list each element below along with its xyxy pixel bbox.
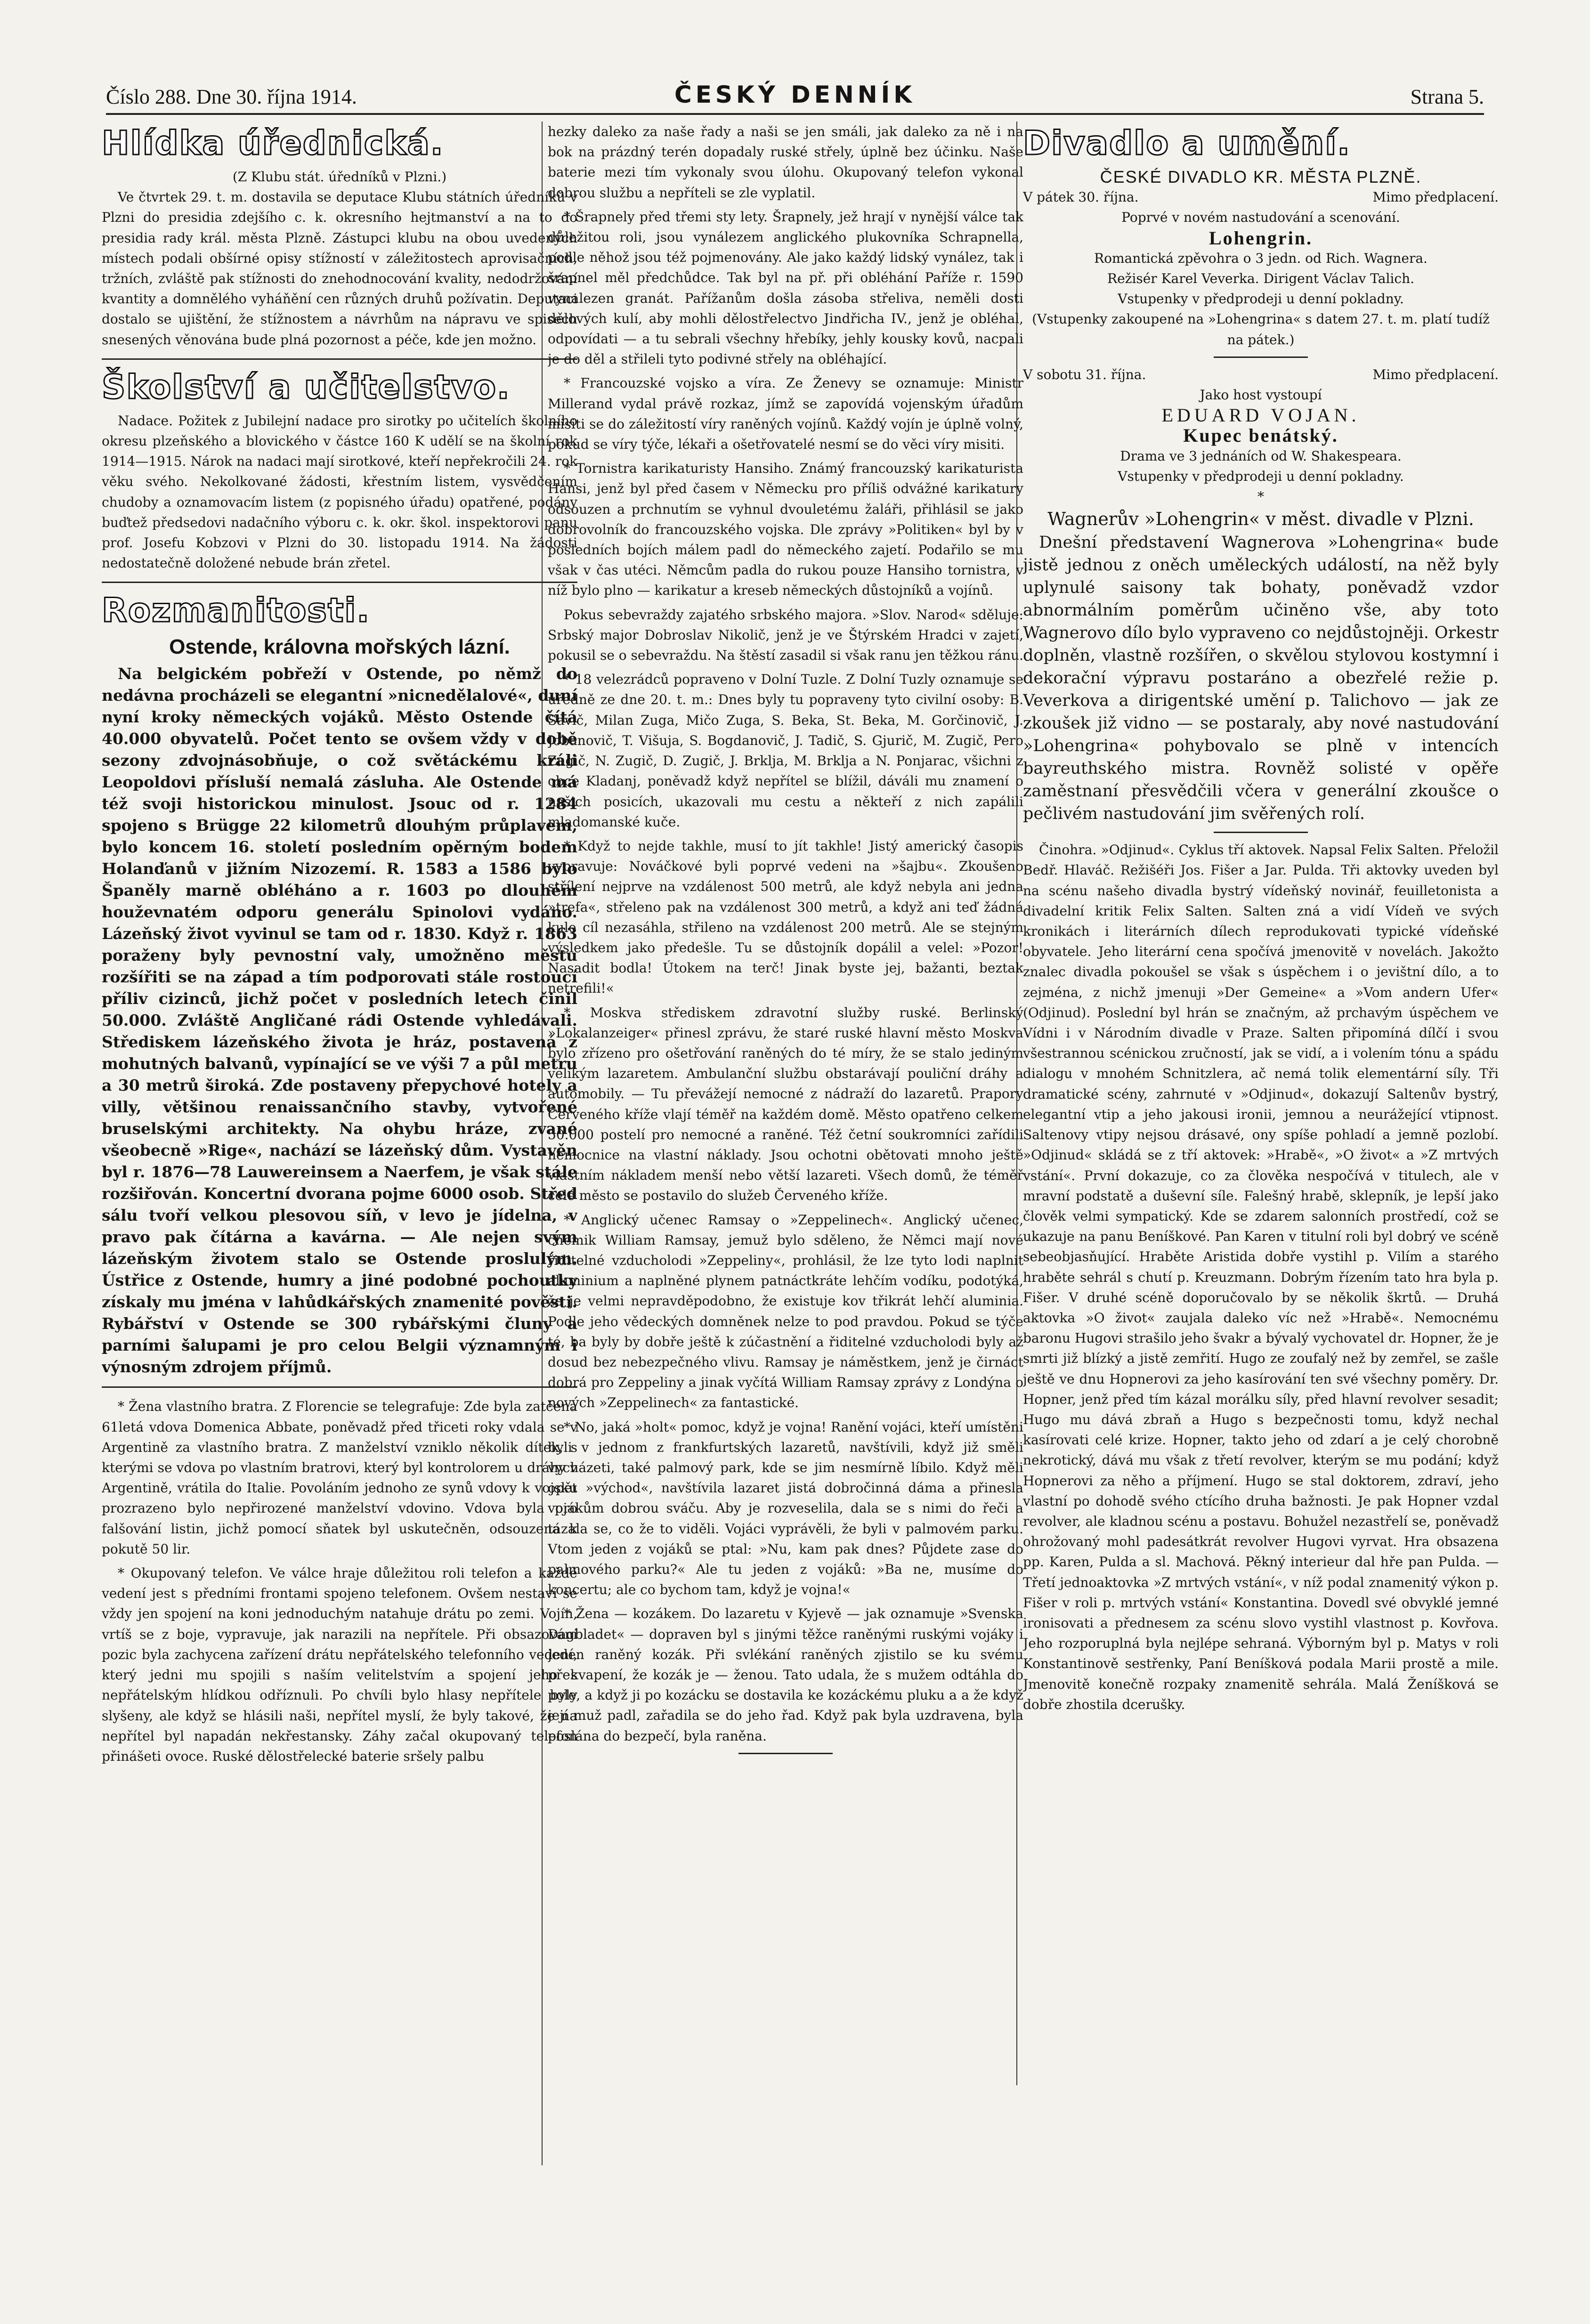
- theater-name: ČESKÉ DIVADLO KR. MĚSTA PLZNĚ.: [1100, 167, 1422, 186]
- column-2: [548, 121, 1023, 2076]
- program-line: Vstupenky v předprodeji u denní pokladny.: [1118, 468, 1404, 484]
- program-row: [1023, 187, 1499, 207]
- section-title: Rozmanitosti.: [102, 591, 371, 630]
- article-text: * No, jaká »holt« pomoc, když je vojna! Ranění vojáci, kteří umístěni byli v jednom z frankfurtských lazaretů, navštívili, když již směli vycházeti, také palmový park, kde se jim nesmírně líbilo. Když měli opět »východ«, navštívila lazaret jistá dobročinná dáma a přinesla vojákům dobrou sváču. Aby je rozveselila, dala se s nimi do řeči a tázala se, co že to viděli. Vojáci vyprávěli, že byli v palmovém parku. Vtom jeden z vojáků se ptal: »Nu, kam pak dnes? Půjdete zase do palmového parku?« Ale tu jeden z vojáků: »Ba ne, musíme do koncertu; ale co bychom tam, když je vojna!«: [548, 1419, 1023, 1598]
- header-rule: [106, 113, 1484, 115]
- program-line: (Vstupenky zakoupené na »Lohengrina« s datem 27. t. m. platí tudíž na pátek.): [1032, 311, 1490, 348]
- divider: [102, 1386, 577, 1388]
- article-text: Dnešní představení Wagnerova »Lohengrina« bude jistě jednou z oněch uměleckých událostí, na něž byly uplynulé saisony tak bohaty, poněvadž vzdor abnormálním poměrům učiněno vše, aby toto Wagnerovo dílo bylo vypraveno co nejdůstojněji. Orkestr doplněn, vlastně rozšířen, o skvělou stylovou kostymní i dekorační výpravu postaráno a obezřelé režie p. Veverkova a dirigentské umění p. Talichovo — jak ze zkoušek již vidno — se postaraly, aby nové nastudování »Lohengrina« pohybovalo se plně v intencích bayreuthského mistra. Rovněž solisté v opěře zaměstnaní přesvědčili včera v generální zkoušce o pečlivém nastudování jim svěřených rolí.: [1023, 533, 1499, 824]
- masthead: ČESKÝ DENNÍK: [674, 81, 916, 108]
- program-note: Mimo předplacení.: [1372, 366, 1499, 382]
- program-note: Poprvé v novém nastudování a scenování.: [1121, 210, 1400, 226]
- guest-name: EDUARD VOJAN.: [1161, 405, 1360, 426]
- article-text: Ve čtvrtek 29. t. m. dostavila se deputace Klubu státních úředníků v Plzni do presidia zdejšího c. k. okresního hejtmanství a na to do presidia rady král. města Plzně. Zástupci klubu na obou uvedených místech podali obšírné opisy stížností v záležitostech aprovisačních, tržních, zvláště pak stížnosti do znehodnocování kvality, nedodržování kvantity a domnělého vyháňění cen různých druhů požívatin. Deputaci dostalo se ujištění, že stížnostem a návrhům na nápravu ve spisech snesených věnována bude plná pozornost a péče, kde jen možno.: [102, 189, 577, 348]
- divider: [1214, 832, 1308, 833]
- page-header: [106, 80, 1484, 113]
- article-text: * Tornistra karikaturisty Hansiho. Známý francouzský karikaturista Hansi, jenž byl před časem v Německu pro příliš odvážné karikatury odsouzen a prchnutím se vyhnul dvouletému žaláři, přihlásil se jako dobrovolník do francouzského vojska. Dle zprávy »Politiken« byl by v posledních bojích málem padl do německého zajetí. Podařilo se mu však v čas utéci. Němcům padla do rukou pouze Hansiho tornistra, v níž bylo plno — karikatur a kreseb německých důstojníků a vojínů.: [548, 461, 1023, 599]
- article-text: * Žena vlastního bratra. Z Florencie se telegrafuje: Zde byla zatčena 61letá vdova Domenica Abbate, poněvadž před třiceti roky vdala se v Argentině za vlastního bratra. Z manželství vzniklo několik dítek, s kterými se vdova po vlastním bratrovi, který byl kontrolorem u dráhy v Argentině, vrátila do Italie. Povoláním jednoho ze synů vdovy k vojsku prozrazeno bylo nepřirozené manželství vdovino. Vdova byla pro falšování listin, jichž pomocí sňatek byl uskutečněn, odsouzena k pokutě 50 lir.: [102, 1399, 577, 1557]
- program-line: Drama ve 3 jednáních od W. Shakespeara.: [1120, 448, 1402, 464]
- play-title: Kupec benátský.: [1183, 425, 1339, 446]
- column-1: [102, 121, 577, 2179]
- program-note: Jako host vystoupí: [1200, 387, 1322, 403]
- article-text: * Anglický učenec Ramsay o »Zeppelinech«. Anglický učenec, chemik William Ramsay, jemuž bylo sděleno, že Němci mají nové řiditelné vzducholodi »Zeppeliny«, prohlásil, že lze tyto lodi naplnit aluminium a naplněné plynem patnáctkráte lehčím vodíku, podotýká, že je velmi nepravděpodobno, že existuje kov třikrát lehčí aluminia. Podle jeho vědeckých domněnek nelze to pod pravdou. Pokud se týče té, ba byly by dobře ještě k zúčastnění a řiditelné vzducholodi byly až dosud bez nebezpečného vlivu. Ramsay je náměstkem, jenž je čirnáct dobrá pro Zeppeliny a jinak vyčítá William Ramsay zprávy z Londýna o nových »Zeppelinech« za fantastické.: [548, 1212, 1023, 1411]
- divider: [102, 358, 577, 360]
- article-text: * Francouzské vojsko a víra. Ze Ženevy se oznamuje: Ministr Millerand vydal právě rozkaz, jímž se zapovídá vojenským úřadům misiti se do záležitostí víry raněných vojínů. Každý vojín je úplně volný, pokud se víry týče, lékaři a ošetřovatelé nesmí se do věci víry misiti.: [548, 375, 1023, 453]
- program-line: Vstupenky v předprodeji u denní pokladny.: [1118, 291, 1404, 307]
- page-number: Strana 5.: [1410, 85, 1484, 108]
- program-line: Režisér Karel Veverka. Dirigent Václav Talich.: [1107, 271, 1414, 287]
- divider: [1214, 356, 1308, 358]
- article-text: * Šrapnely před třemi sty lety. Šrapnely, jež hrají v nynější válce tak důležitou roli, jsou vynálezem anglického plukovníka Schrapnella, podle něhož jsou též pojmenovány. Ale jako každý lidský vynález, tak i šrapnel měl předchůdce. Tak byl na př. při obléhání Paříže r. 1590 vynalezen granát. Pařížanům došla zásoba střeliva, neměli dosti dělových kulí, aby mohli dělostřelectvo Jindřicha IV., jenž je obléhal, odpovídati — a tu sebrali všechny hřebíky, jehly kousky kovů, nacpali je do děl a střileli tyto podivné střely na obléhající.: [548, 209, 1023, 367]
- article-text: Nadace. Požitek z Jubilejní nadace pro sirotky po učitelích školního okresu plzeňského a blovického v částce 160 K udělí se na školní rok 1914—1915. Nárok na nadaci mají sirotkové, kteří nepřekročili 24. rok věku svého. Nekolkované žádosti, křestním listem, vysvědčením chudoby a oznamovacím listem (z popisného úřadu) opatřené, podány buďtež předsedovi nadačního výboru c. k. okr. škol. inspektorovi panu prof. Josefu Kobzovi v Plzni do 30. listopadu 1914. Na žádosti nedostatečně doložené nebude brán zřetel.: [102, 413, 577, 571]
- article-text: * Žena — kozákem. Do lazaretu v Kyjevě — jak oznamuje »Svenska Dagbladet« — dopraven byl s jinými těžce raněnými ruskými vojáky i jeden raněný kozák. Při svlékání raněných zjistilo se ku svému překvapení, že kozák je — ženou. Tato udala, že s mužem odtáhla do pole, a když ji po kozácku se dostavila ke kozáckému pluku a a že když její muž padl, zařadila se do jeho řad. Když pak byla uzdravena, byla poslána do bezpečí, byla raněna.: [548, 1606, 1023, 1744]
- play-title: Lohengrin.: [1209, 227, 1313, 249]
- article-text: * Moskva střediskem zdravotní služby ruské. Berlinský »Lokalanzeiger« přinesl zprávu, že staré ruské hlavní město Moskva bylo zřízeno pro ošetřování raněných do té míry, že se stalo jediným velikým lazaretem. Ambulanční službu obstarávají pouliční dráhy a automobily. — Tu převážejí nemocné z nádraží do lazaretů. Prapory Červeného kříže vlají téměř na každém domě. Město opatřeno celkem 50.000 postelí pro nemocné a raněné. Též četní soukromníci zařídili nemocnice na vlastní náklady. Jsou ochotni obětovati mnoho ještě vlastním nákladem menší nebo větší lazareti. Všech domů, že téměř celé město se postavilo do služeb Červeného kříže.: [548, 1004, 1023, 1204]
- separator-star: *: [1257, 489, 1264, 505]
- program-note: Mimo předplacení.: [1372, 189, 1499, 205]
- issue-info: Číslo 288. Dne 30. října 1914.: [106, 85, 357, 108]
- program-line: Romantická zpěvohra o 3 jedn. od Rich. Wagnera.: [1094, 250, 1428, 266]
- divider: [102, 582, 577, 583]
- program-date: V sobotu 31. října.: [1023, 366, 1146, 382]
- program-date: V pátek 30. října.: [1023, 189, 1139, 205]
- section-title: Divadlo a umění.: [1023, 124, 1351, 162]
- section-title: Školství a učitelstvo.: [102, 367, 511, 406]
- section-subtitle: (Z Klubu stát. úředníků v Plzni.): [232, 169, 447, 185]
- article-text: Činohra. »Odjinud«. Cyklus tří aktovek. Napsal Felix Salten. Přeložil Bedř. Hlaváč. Režišéři Jos. Fišer a Jar. Pulda. Tři aktovky uveden byl na scénu našeho divadla bystrý vídeňský novinář, feuilletonista a divadelní kritik Felix Salten. Salten zná a vidí Vídeň ve svých kronikách i literárních dílech reprodukovati typické vídeňské obyvatele. Jeho literární cena spočívá jmenovitě v novelách. Jakožto znalec divadla pokoušel se však s úspěchem i o jevištní dílo, a to zejména, z nichž jmenuji »Der Gemeine« a »Vom andern Ufer« (Odjinud). Poslední byl hrán se značným, až prchavým úspěchem ve Vídni i v Národním divadle v Praze. Salten připomíná dílčí i svou všestrannou scénickou zručností, jak se vidí, a i volením tónu a spádu dialogu v mnohém Schnitzlera, ač nemá tolik elementární síly. Tři dramatické scény, zahrnuté v »Odjinud«, dokazují Saltenův bystrý, elegantní vtip a jeho jakousi ironii, jemnou a neurážející vtipnost. Saltenovy vtipy nejsou drásavé, ony spíše pohladí a jemně pozlobí. »Odjinud« skládá se z tří aktovek: »Hrabě«, »O život« a »Z mrtvých vstání«. První dokazuje, co za člověka nespočívá v titulech, ale v mravní podstatě a duševní síle. Falešný hrabě, sklepník, je lepší jako člověk velmi sympatický. Kde se zdarem salonních prostředí, což se ukazuje na panu Beníškové. Pan Karen v titulní roli byl dobrý ve scéně sebeobjasňující. Hraběte Aristida dobře vystihl p. Vilím a starého hraběte sehrál s chutí p. Kreuzmann. Dobrým řízením tato hra byla p. Fišer. V druhé scéně doporučovalo by se několik škrtů. — Druhá aktovka »O život« zaujala daleko víc než »Hrabě«. Nemocnému baronu Hugovi strašilo jeho švakr a bývalý vychovatel dr. Hopner, že je smrti již blízký a jistě zemřití. Hugo ze zoufalý než by zemřel, se zašle ještě ve dnu Hopnerovi za jeho kasírování ten své všechny poměry. Dr. Hopner, jenž před tím kázal morálku síly, před hlavní revolver sesadit; Hugo mu dává zbraň a Hugo s bezpečnosti tomu, když nechal kasírovati celé krize. Hopner, takto jeho od zdarí a je celý chorobně nekrotický, dává mu však z třetí revolver, kterým se mu podání; když Hopnerovi za něho a příjmení. Hugo se stal doktorem, zdraví, jeho vlastní po dohodě svého ctícího druha bažnosti. Je pak Hopner vzdal revolver, ale kladnou scénu a postavu. Bohužel nezastřelí se, poněvadž ohrožovaný mohl padesátkrát revolver Hugovi vyrvat. Hra obsazena pp. Karen, Pulda a sl. Machová. Pěkný interieur dal hře pan Pulda. — Třetí jednoaktovka »Z mrtvých vstání«, v níž podal znamenitý výkon p. Fišer v roli p. mrtvých vstání« Konstantina. Dovedl své obvyklé jemné ironisovati a přednesem za scénu slovo vystihl vlastnost p. Kovřova. Jeho rozporuplná byla nejlépe sehraná. Výborným byl p. Matys v roli Konstantinově sestřenky, Paní Beníšková podala Marii prostě a mile. Jmenovitě konečně rozpaky znamenitě sehrála. Malá Ženíšková se dobře zhostila dcerušky.: [1023, 842, 1499, 1712]
- program-row: [1023, 364, 1499, 385]
- divider: [738, 1753, 833, 1754]
- article-headline: Ostende, královna mořských lázní.: [169, 635, 510, 659]
- column-3: [1023, 121, 1499, 2085]
- article-text: Pokus sebevraždy zajatého srbského majora. »Slov. Narod« sděluje: Srbský major Dobroslav Nikolič, jenž je ve Štýrském Hradci v zajetí, pokusil se o sebevraždu. Na štěstí zasadil si však ranu jen těžkou ránu.: [548, 607, 1023, 664]
- article-text: hezky daleko za naše řady a naši se jen smáli, jak daleko za ně i na bok na prázdný terén dopadaly ruské střely, úplně bez účinku. Naše baterie mezi tím vykonaly svou úlohu. Okupovaný telefon vykonal dobrou službu a nepříteli se zle vyplatil.: [548, 124, 1023, 201]
- article-text: Na belgickém pobřeží v Ostende, po němž do nedávna procházeli se elegantní »nicnedělalové«, duní nyní kroky německých vojáků. Město Ostende čítá 40.000 obyvatelů. Počet tento se ovšem vždy v době sezony zdvojnásobňuje, o což světáckému králi Leopoldovi přísluší nemalá zásluha. Ale Ostende má též svoji historickou minulost. Jsouc od r. 1284 spojeno s Brügge 22 kilometrů dlouhým průplavem, bylo koncem 16. století posledním opěrným bodem Holanďanů v jižním Nizozemí. R. 1583 a 1586 bylo Španěly marně obléháno a r. 1603 po dlouhém houževnatém odporu generálu Spinolovi vydáno. Lázeňský život vyvinul se tam od r. 1830. Když r. 1863 poraženy byly pevnostní valy, umožněno městu rozšířiti se na západ a tím podporovati stále rostoucí příliv cizinců, jichž počet v posledních letech činil 50.000. Zvláště Angličané rádi Ostende vyhledávali. Střediskem lázeňského života je hráz, postavená z mohutných balvanů, vypínající se ve výši 7 a půl metru a 30 metrů široká. Zde postaveny přepychové hotely a villy, většinou renaissančního stavby, vytvořené bruselskými architekty. Na ohybu hráze, zvané všeobecně »Rige«, nachází se lázeňský dům. Vystavěn byl r. 1876—78 Lauwereinsem a Naerfem, je však stále rozšiřován. Koncertní dvorana pojme 6000 osob. Střed sálu tvoří velkou plesovou síň, v levo je jídelna, v pravo pak čítárna a kavárna. — Ale nejen svým lázeňským životem stalo se Ostende proslulým. Ústřice z Ostende, humry a jiné podobné pochoutky získaly mu jména v lahůdkářských znamenité pověsti. Rybářství v Ostende se 300 rybářskými čluny a parními šalupami je pro celou Belgii významným i výnosným zdrojem příjmů.: [102, 664, 577, 1377]
- article-headline: Wagnerův »Lohengrin« v měst. divadle v Plzni.: [1047, 509, 1474, 530]
- article-text: * Když to nejde takhle, musí to jít takhle! Jistý americký časopis vypravuje: Nováčkové byli poprvé vedeni na »šajbu«. Zkoušeno střílení nejprve na vzdálenost 500 metrů, ale když nebyla ani jedna »trefa«, střeleno pak na vzdálenost 300 metrů, a když ani teď žádná kule cíl nezasáhla, střileno na vzdálenost 200 metrů. Ale se stejným výsledkem jako předešle. Tu se důstojník dopálil a velel: »Pozor! Nasadit bodla! Útokem na terč! Jinak byste jej, bažanti, beztak netrefili!«: [548, 838, 1023, 996]
- article-text: * 18 velezrádců popraveno v Dolní Tuzle. Z Dolní Tuzly oznamuje se úředně ze dne 20. t. m.: Dnes byly tu popraveny tyto civilní osoby: B. Savič, Milan Zuga, Mičo Zuga, S. Beka, St. Beka, M. Gorčinovič, J. Jobanovič, T. Višuja, S. Bogdanovič, J. Tadič, S. Gjurič, M. Zugič, Pero Zugič, N. Zugič, D. Zugič, J. Brklja, M. Brklja a N. Ponjarac, všichni z obce Kladanj, poněvadž když nepřítel se blížil, dáváli mu znamení o našich posicích, ukazovali mu cestu a někteří z nich zapálili mladomanské kuče.: [548, 672, 1023, 830]
- section-title: Hlídka úřednická.: [102, 124, 444, 162]
- article-text: * Okupovaný telefon. Ve válce hraje důležitou roli telefon a každé vedení jest s předními frontami spojeno telefonem. Ovšem nestaví se vždy jen spojení na koni jednoduchým natahuje drátu po zemi. Vojín, vrtíš se z boje, vypravuje, jak narazili na nepřítele. Při obsazování pozic byla zachycena zařízení drátu nepřátelského telefonního vedení, který jedni mu spojili s naším velitelstvím a spojení jeho s nepřátelským hlídkou odříznuli. Po chvíli bylo hlasy nepřítele byly slyšeny, ale když se hlásili naši, nepřítel myslí, že byly takové, že na nepřítel byl napadán nekřestansky. Záhy začal okupovaný telefon přinášeti ovoce. Ruské dělostřelecké baterie sršely palbu: [102, 1565, 577, 1764]
